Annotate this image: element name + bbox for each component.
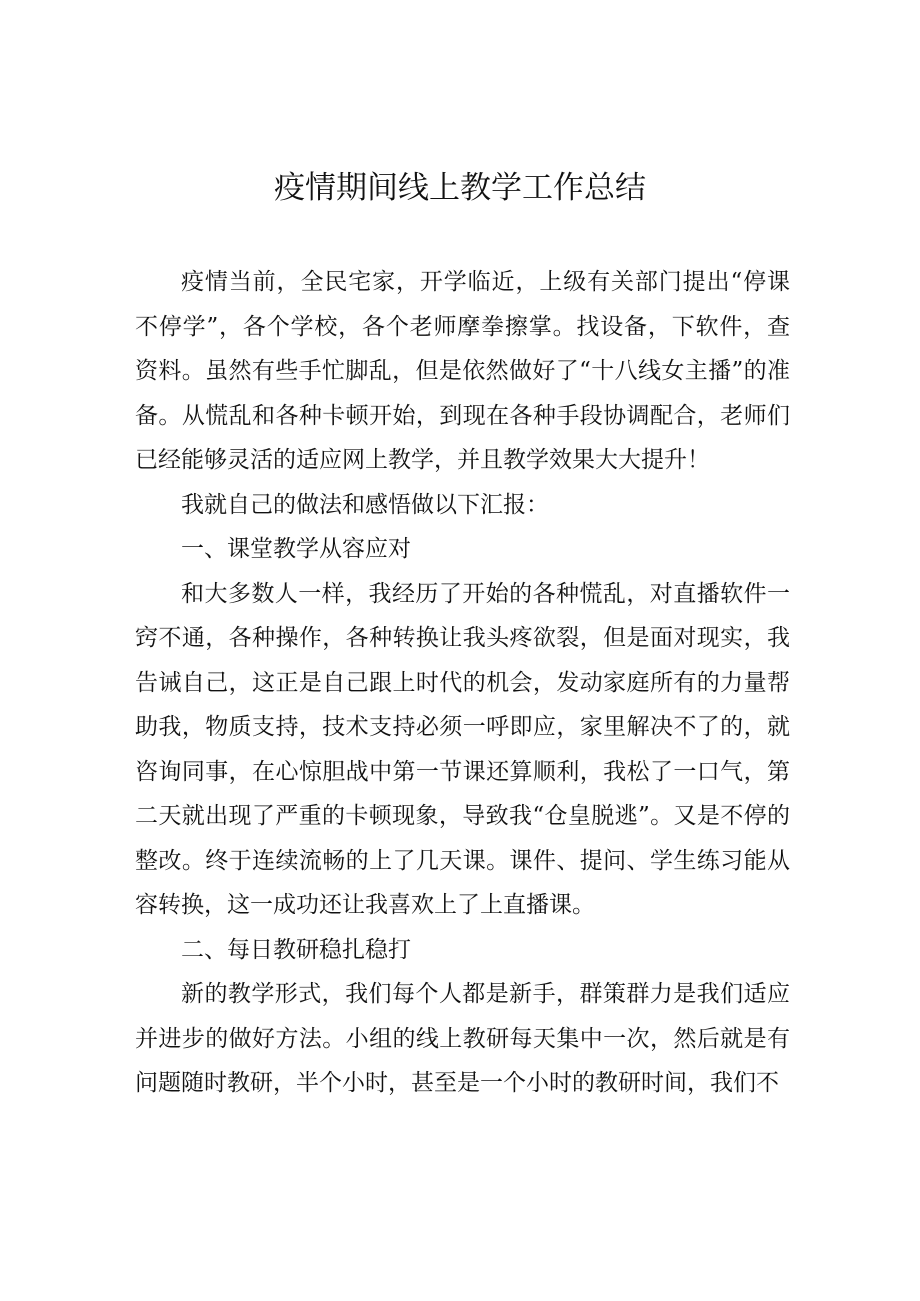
paragraph-daily-research: 新的教学形式，我们每个人都是新手，群策群力是我们适应并进步的做好方法。小组的线上教研每天集中一次，然后就是有问题随时教研，半个小时，甚至是一个小时的教研时间，我们不 <box>135 981 790 1096</box>
section-heading-daily-research: 二、每日教研稳扎稳打 <box>181 936 411 963</box>
document-title: 疫情期间线上教学工作总结 <box>274 170 646 206</box>
document-body <box>135 260 790 1106</box>
paragraph-classroom-teaching: 和大多数人一样，我经历了开始的各种慌乱，对直播软件一窍不通，各种操作，各种转换让我头疼欲裂，但是面对现实，我告诫自己，这正是自己跟上时代的机会，发动家庭所有的力量帮助我，物质支持，技术支持必须一呼即应，家里解决不了的，就咨询同事，在心惊胆战中第一节课还算顺利，我松了一口气，第二天就出现了严重的卡顿现象，导致我“仓皇脱逃”。又是不停的整改。终于连续流畅的上了几天课。课件、提问、学生练习能从容转换，这一成功还让我喜欢上了上直播课。 <box>135 580 790 918</box>
paragraph-report-lead: 我就自己的做法和感悟做以下汇报： <box>181 491 549 518</box>
paragraph-intro: 疫情当前，全民宅家，开学临近，上级有关部门提出“停课不停学”，各个学校，各个老师摩拳擦掌。找设备，下软件，查资料。虽然有些手忙脚乱，但是依然做好了“十八线女主播”的准备。从慌乱和各种卡顿开始，到现在各种手段协调配合，老师们已经能够灵活的适应网上教学，并且教学效果大大提升！ <box>135 269 790 473</box>
section-heading-classroom-teaching: 一、课堂教学从容应对 <box>181 536 411 562</box>
